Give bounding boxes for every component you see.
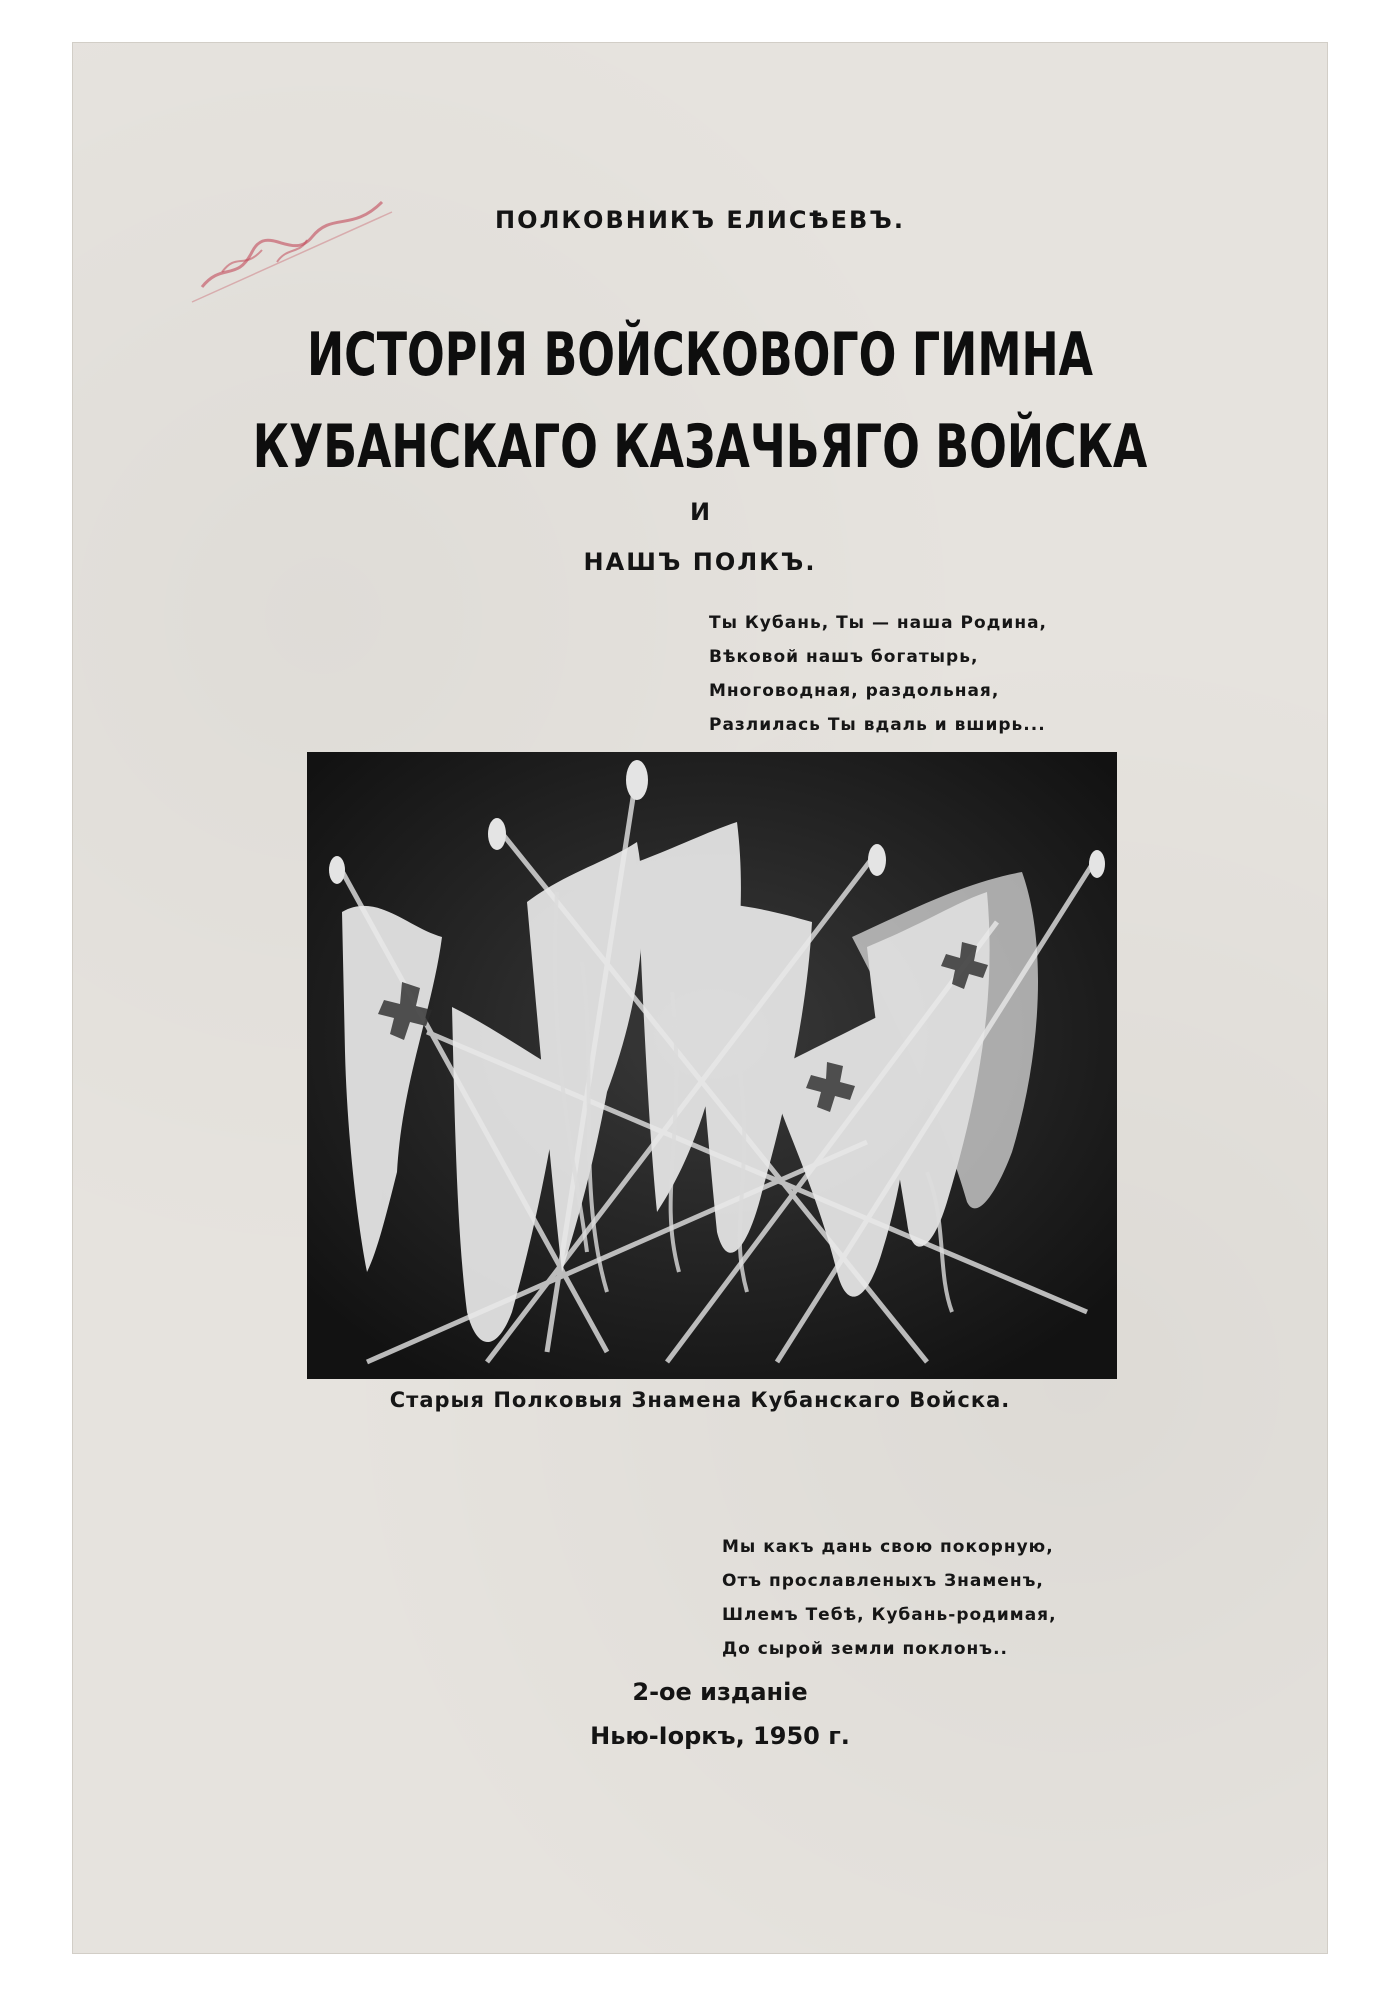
title-line-2: КУБАНСКАГО КАЗАЧЬЯГО ВОЙСКА xyxy=(252,412,1148,482)
title-line-1: ИСТОРІЯ ВОЙСКОВОГО ГИМНА xyxy=(306,320,1094,390)
publication-place-year: Нью-Іоркъ, 1950 г. xyxy=(590,1722,850,1750)
edition-label: 2-ое изданіе xyxy=(632,1678,808,1706)
photo-caption: Старыя Полковыя Знамена Кубанскаго Войска. xyxy=(389,1388,1011,1412)
author-name: ПОЛКОВНИКЪ ЕЛИСѢЕВЪ. xyxy=(495,206,905,234)
regimental-banners-photo xyxy=(307,752,1117,1379)
epigraph-bottom-line: Шлемъ Тебѣ, Кубань-родимая, xyxy=(722,1605,1057,1625)
epigraph-bottom-line: Отъ прославленыхъ Знаменъ, xyxy=(722,1571,1044,1591)
book-cover xyxy=(72,42,1328,1954)
epigraph-top xyxy=(709,606,1047,742)
epigraph-bottom-line: Мы какъ дань свою покорную, xyxy=(722,1537,1054,1557)
title-conjunction: И xyxy=(689,498,711,526)
epigraph-top-line: Многоводная, раздольная, xyxy=(709,681,1000,701)
epigraph-bottom-line: До сырой земли поклонъ.. xyxy=(722,1639,1008,1659)
epigraph-bottom xyxy=(722,1530,1057,1666)
epigraph-top-line: Разлилась Ты вдаль и вширь... xyxy=(709,715,1046,735)
epigraph-top-line: Вѣковой нашъ богатырь, xyxy=(709,647,979,667)
banners-photo-drawing xyxy=(307,752,1117,1379)
subtitle: НАШЪ ПОЛКЪ. xyxy=(583,548,817,576)
epigraph-top-line: Ты Кубань, Ты — наша Родина, xyxy=(709,613,1048,633)
